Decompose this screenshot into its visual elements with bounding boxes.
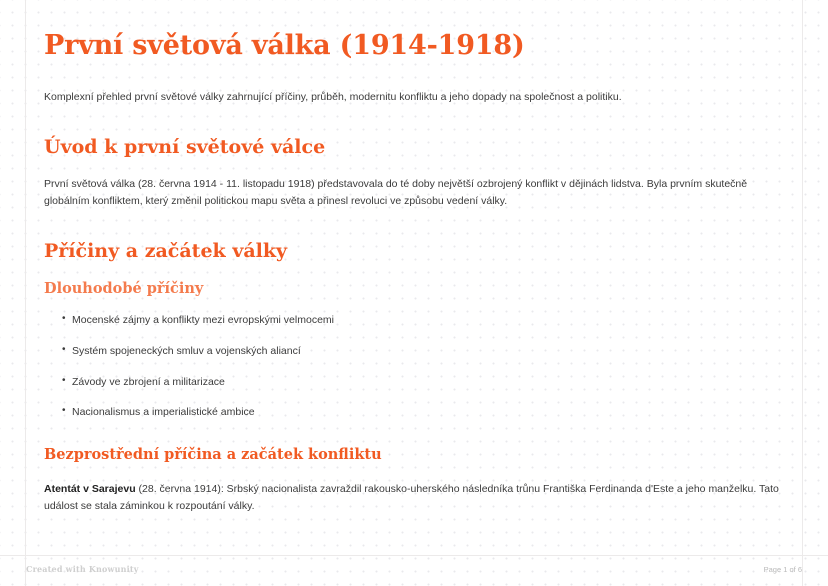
left-margin-rule (25, 0, 26, 586)
list-item: • Mocenské zájmy a konflikty mezi evropskými velmocemi (62, 313, 784, 328)
footer-page-number: Page 1 of 6 (763, 565, 802, 574)
footer-brand: Created with Knowunity (26, 564, 139, 574)
causes-list (44, 313, 784, 420)
section-paragraph-uvod: První světová válka (28. června 1914 - 11. listopadu 1918) představovala do té doby největší ozbrojený konflikt v dějinách lidstva. Byla prvním skutečně globálním konfliktem, který změnil politickou mapu světa a přinesl revoluci ve způsobu vedení války. (44, 178, 748, 208)
subsection-heading-bezprostredni-pricina: Bezprostřední příčina a začátek konfliktu (44, 445, 382, 463)
page-title: První světová válka (1914-1918) (44, 30, 525, 61)
page-footer (0, 555, 828, 586)
document-summary: Komplexní přehled první světové války zahrnující příčiny, průběh, modernitu konfliktu a jeho dopady na společnost a politiku. (44, 91, 622, 104)
paragraph-lead-term: Atentát v Sarajevu (44, 482, 136, 495)
document-content (44, 30, 784, 515)
list-item: • Závody ve zbrojení a militarizace (62, 375, 784, 390)
subsection-heading-dlouhodobe-priciny: Dlouhodobé příčiny (44, 280, 204, 298)
paragraph-rest-text: (28. června 1914): Srbský nacionalista zavraždil rakousko-uherského následníka trůnu Františka Ferdinanda d'Este a jeho manželku. Tato událost se stala záminkou k rozpoutání války. (44, 482, 779, 512)
section-heading-uvod: Úvod k první světové válce (44, 136, 326, 159)
section-paragraph-sarajevo (44, 481, 784, 515)
section-heading-priciny: Příčiny a začátek války (44, 240, 288, 263)
list-item: • Systém spojeneckých smluv a vojenských aliancí (62, 344, 784, 359)
right-margin-rule (802, 0, 803, 586)
list-item: • Nacionalismus a imperialistické ambice (62, 405, 784, 420)
